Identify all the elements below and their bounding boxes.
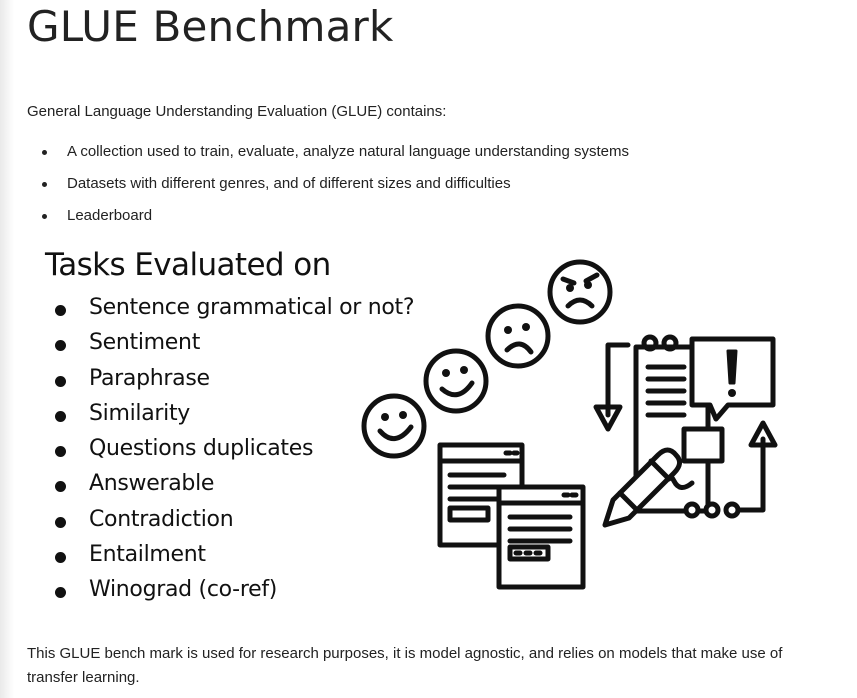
- task-item: Winograd (co-ref): [48, 572, 414, 607]
- glue-contents-list: [27, 143, 629, 239]
- angry-face-icon: [550, 262, 610, 322]
- task-item: Questions duplicates: [48, 431, 414, 466]
- list-item: A collection used to train, evaluate, analyze natural language understanding systems: [27, 143, 629, 175]
- page-title: GLUE Benchmark: [27, 2, 394, 51]
- task-item: Sentence grammatical or not?: [48, 290, 414, 325]
- task-item: Similarity: [48, 396, 414, 431]
- left-edge-shadow: [0, 0, 14, 698]
- tasks-figure: [28, 240, 798, 612]
- task-illustration: [358, 255, 788, 595]
- closing-paragraph: This GLUE bench mark is used for research purposes, it is model agnostic, and relies on models that make use of transfer learning.: [27, 645, 783, 686]
- intro-paragraph: General Language Understanding Evaluation (GLUE) contains:: [27, 103, 447, 120]
- list-item: Leaderboard: [27, 207, 629, 239]
- smiley-face-icon: [364, 396, 424, 456]
- alert-speech-bubble-icon: [692, 339, 773, 419]
- list-item: Datasets with different genres, and of different sizes and difficulties: [27, 175, 629, 207]
- sad-face-icon: [488, 306, 548, 366]
- task-item: Paraphrase: [48, 361, 414, 396]
- task-item: Sentiment: [48, 325, 414, 360]
- task-item: Entailment: [48, 537, 414, 572]
- task-item: Contradiction: [48, 502, 414, 537]
- document-window-icon: [440, 445, 583, 587]
- happy-face-icon: [426, 351, 486, 411]
- figure-title: Tasks Evaluated on: [45, 247, 331, 283]
- task-item: Answerable: [48, 466, 414, 501]
